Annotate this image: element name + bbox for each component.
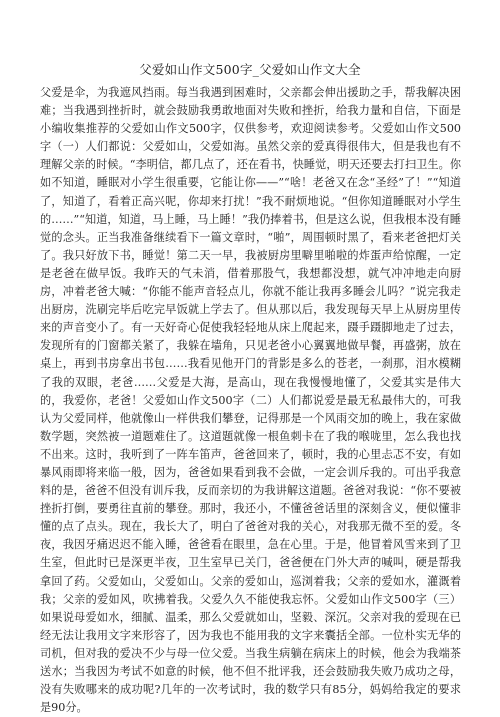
document-title: 父爱如山作文500字_父爱如山作文大全 <box>139 62 361 77</box>
document-body-text: 父爱是伞，为我遮风挡雨。每当我遇到困难时，父亲都会伸出援助之手，帮我解决困难；当我遇到挫折时，就会鼓励我勇敢地面对失败和挫折，给我力量和自信，下面是小编收集推荐的父爱如山作文500字，仅供参考，欢迎阅读参考。父爱如山作文500字（一）人们都说：父爱如山，父爱如海。虽然父亲的爱真得很伟大，但是我也有不理解父亲的时候。“李明信，都几点了，还在看书，快睡觉，明天还要去打扫卫生。你如不知道，睡眠对小学生很重要，它能让你——”“啥！老爸又在念“圣经”了！”“知道了，知道了，看着正高兴呢，你却来打扰！”我不耐烦地说。“但你知道睡眠对小学生的……”“知道，知道，马上睡，马上睡！”我仍捧着书，但是这么说，但我根本没有睡觉的念头。正当我准备继续看下一篇文章时，“啪”，周围顿时黑了，看来老爸把灯关了。我只好放下书，睡觉！第二天一早，我被厨房里噼里啪啦的炸蛋声给惊醒，一定是老爸在做早饭。我昨天的气未消，借着那股气，我想都没想，就气冲冲地走向厨房，冲着老爸大喊：“你能不能声音轻点儿，你就不能让我再多睡会儿吗？”说完我走出厨房，洗刷完毕后吃完早饭就上学去了。但从那以后，我发现每天早上从厨房里传来的声音变小了。有一天好奇心促使我轻轻地从床上爬起来，蹑手蹑脚地走了过去，发现所有的门窗都关紧了，我躲在墙角，只见老爸小心翼翼地做早餐，再盛粥，放在桌上，再到书房拿出书包……我看见他开门的背影是多么的苍老，一刹那，泪水模糊了我的双眼，老爸……父爱是大海，是高山，现在我慢慢地懂了，父爱其实是伟大的，我爱你，老爸！父爱如山作文500字（二）人们都说爱是最无私最伟大的，可我认为父爱同样，他就像山一样供我们攀登，记得那是一个风雨交加的晚上，我在家做数学题，突然被一道题难住了。这道题就像一根鱼刺卡在了我的喉咙里，怎么我也找不出来。这时，我听到了一阵车笛声，爸爸回来了，顿时，我的心里忐忑不安，有如暴风雨即将来临一般，因为，爸爸如果看到我不会做，一定会训斥我的。可出乎我意料的是，爸爸不但没有训斥我，反而亲切的为我讲解这道题。爸爸对我说：“你不要被挫折打倒，要勇往直前的攀登。那时，我还小，不懂爸爸话里的深刻含义，便似懂非懂的点了点头。现在，我长大了，明白了爸爸对我的关心，对我那无微不至的爱。冬夜，我因牙痛迟迟不能入睡，爸爸看在眼里，急在心里。于是，他冒着风雪来到了卫生室，但此时已是深更半夜，卫生室早已关门，爸爸便在门外大声的喊叫，硬是帮我拿回了药。父爱如山，父爱如山。父亲的爱如山，巡浏着我；父亲的爱如水，灌溉着我；父亲的爱如风，吹拂着我。父爱久久不能使我忘怀。父爱如山作文500字（三）如果说母爱如水，细腻、温柔，那么父爱就如山，坚毅、深沉。父亲对我的爱现在已经无法让我用文字来形容了，因为我也不能用我的文字来囊括全部。一位朴实无华的司机，但对我的爱决不少与母一位父爱。当我生病躺在病床上的时候，他会为我端茶送水；当我因为考试不如意的时候，他不但不批评我，还会鼓励我失败乃成功之母，没有失败哪来的成功呢?几年的一次考试时，我的数学只有85分，妈妈给我定的要求是90分。 <box>40 86 461 715</box>
